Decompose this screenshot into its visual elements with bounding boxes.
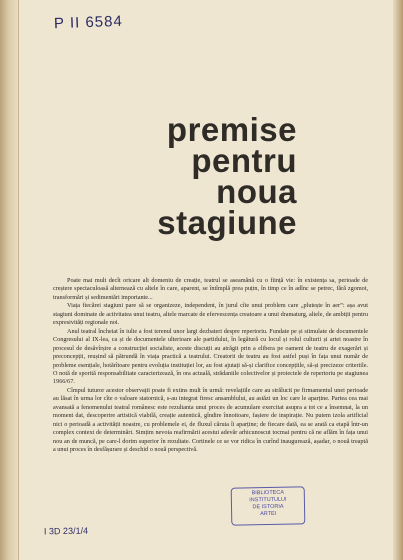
title-line-3: noua xyxy=(216,173,297,210)
paragraph-1: Poate mai mult decît oricare alt domeniu de creație, teatrul se aseamănă cu o ființă vie: în existența sa, perioade de creștere spectaculoasă alternează cu altele în care, aparent, se întîmplă prea puțin, în timp ce în adînc se petrec, fără zgomot, transformări și sedimentări importante... xyxy=(53,277,368,301)
book-binding xyxy=(0,0,19,560)
article-body xyxy=(53,277,368,455)
paragraph-4: Cîmpul tuturor acestor observații poate fi extins mult în urmă: revelațiile care au strălucit pe firmamentul unei perioade au lăsat în urma lor cîte o valoare statornică, s-au integrat firesc ansamblului, au astăzi un loc care le aparține. Partea cea mai avansată a fenomenului teatral românesc este rezultanta unui proces de acumulare exercitat asupra a tot ce a însemnat, la un moment dat, descoperire artistică viabilă, creație autentică, gîndire înnoitoare, fașiere de inspirație. Nu putem izola artificial nici o perioadă a activității noastre, cu problemele ei, de fluxul căruia îi aparține; de fiecare dată, ea se arată ca etapă într-un complex context de determinări. Simțim nevoia reafirmării acestui adevăr arhicunoscut tocmai pentru că ne aflăm în fața unui nou an de muncă, pe care-l dorim superior în rezultate. Cortinele ce se vor ridica în curînd inaugurează, așadar, o nouă treaptă a unui proces în desfășurare și deschid o nouă perspectivă. xyxy=(53,386,368,454)
shelf-mark: I 3D 23/1/4 xyxy=(43,525,89,537)
title-line-2: pentru xyxy=(191,142,297,179)
article-title xyxy=(157,111,297,241)
inventory-mark: P II 6584 xyxy=(53,12,124,33)
stamp-line-3: DE ISTORIA xyxy=(252,503,284,511)
stamp-line-1: BIBLIOTECA xyxy=(251,489,285,497)
library-stamp xyxy=(231,486,306,525)
title-line-1: premise xyxy=(166,111,297,148)
paragraph-3: Anul teatral încheiat în iulie a fost terenul unor largi dezbateri despre repertoriu. Fundate pe și stimulate de documentele Congresului al IX-lea, ca și de documentele ulterioare ale partidului, în legătură cu locul și rolul culturii și artei noastre în procesul de desăvîrșire a construcției socialiste, aceste discuții au atrăgit prin a elibera pe oameni de teatru de exagerări și preconcepții, reușind să pătrundă în viața practică a teatrului. Creatorii de teatru au fost astfel puși în fața unui număr de probleme esențiale, hotărîtoare pentru evoluția instituției lor, au fost ajutați să-și clarifice concepțiile, să-și precizeze criteriile. O notă de sporită responsabilitate caracterizează, în ora actuală, strădaniile colectivelor și proiectele de repertoriu pe stagiunea 1966/67. xyxy=(53,327,368,386)
page-edge xyxy=(393,0,403,560)
title-line-4: stagiune xyxy=(157,204,297,241)
stamp-line-2: INSTITUTULUI xyxy=(249,496,287,504)
stamp-line-4: ARTEI xyxy=(260,510,277,518)
paragraph-2: Viața fiecărei stagiuni pare să se organizeze, independent, în jurul cîte unui problem care „plutește în aer”: așa avut stagiuni dominate de activitatea unui teatru, altele marcate de efervescența creatoare a unui dramaturg, altele, de ambiții pentru expresivități regionale noi. xyxy=(53,302,368,327)
